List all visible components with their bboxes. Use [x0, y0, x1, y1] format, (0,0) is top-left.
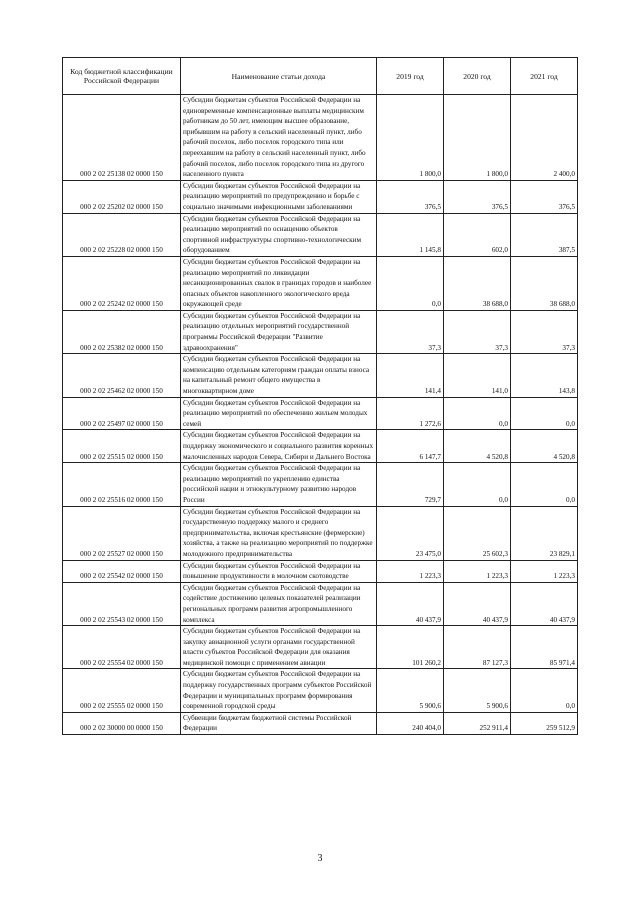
row-code: 000 2 02 25202 02 0000 150	[63, 180, 181, 213]
row-code: 000 2 02 25515 02 0000 150	[63, 430, 181, 463]
row-name: Субсидии бюджетам субъектов Российской Федерации на единовременные компенсационные выплаты медицинским работникам до 50 лет, имеющим высшее образование, прибывшим на работу в сельский населенный пункт, либо рабочий поселок, либо поселок городского типа или переехавшим на работу в сельский населенный пункт, либо рабочий поселок, либо поселок городского типа из другого населенного пункта	[181, 95, 377, 181]
row-value-2021: 376,5	[511, 180, 578, 213]
page-number: 3	[317, 853, 323, 864]
row-value-2019: 1 145,8	[377, 213, 444, 256]
row-value-2019: 1 272,6	[377, 397, 444, 430]
row-value-2021: 143,8	[511, 354, 578, 397]
table-row	[63, 354, 578, 397]
row-value-2020: 602,0	[444, 213, 511, 256]
row-value-2020: 1 223,3	[444, 560, 511, 582]
row-code: 000 2 02 25242 02 0000 150	[63, 256, 181, 310]
row-value-2021: 2 400,0	[511, 95, 578, 181]
row-value-2021: 0,0	[511, 463, 578, 506]
header-row	[63, 58, 578, 95]
row-value-2021: 0,0	[511, 397, 578, 430]
table-row	[63, 430, 578, 463]
table-row	[63, 213, 578, 256]
header-code: Код бюджетной классификации Российской Федерации	[63, 58, 181, 95]
table-row	[63, 463, 578, 506]
row-value-2020: 5 900,6	[444, 669, 511, 712]
table-row	[63, 582, 578, 625]
row-name: Субсидии бюджетам субъектов Российской Федерации на реализацию мероприятий по оснащению объектов спортивной инфраструктуры спортивно-технологическим оборудованием	[181, 213, 377, 256]
row-name: Субсидии бюджетам субъектов Российской Федерации на поддержку государственных программ субъектов Российской Федерации и муниципальных программ формирования современной городской среды	[181, 669, 377, 712]
row-name: Субсидии бюджетам субъектов Российской Федерации на повышение продуктивности в молочном скотоводстве	[181, 560, 377, 582]
row-value-2020: 376,5	[444, 180, 511, 213]
row-value-2019: 23 475,0	[377, 506, 444, 560]
row-value-2019: 1 223,3	[377, 560, 444, 582]
row-value-2021: 4 520,8	[511, 430, 578, 463]
row-value-2021: 259 512,9	[511, 712, 578, 734]
row-name: Субсидии бюджетам субъектов Российской Федерации на компенсацию отдельным категориям граждан оплаты взноса на капитальный ремонт общего имущества в многоквартирном доме	[181, 354, 377, 397]
table-row	[63, 180, 578, 213]
row-value-2021: 85 971,4	[511, 626, 578, 669]
row-value-2020: 40 437,9	[444, 582, 511, 625]
row-value-2019: 6 147,7	[377, 430, 444, 463]
table-row	[63, 626, 578, 669]
row-value-2020: 0,0	[444, 397, 511, 430]
row-code: 000 2 02 25554 02 0000 150	[63, 626, 181, 669]
row-code: 000 2 02 25543 02 0000 150	[63, 582, 181, 625]
row-name: Субсидии бюджетам субъектов Российской Федерации на реализацию мероприятий по укреплению единства российской нации и этнокультурному развитию народов России	[181, 463, 377, 506]
row-name: Субсидии бюджетам субъектов Российской Федерации на поддержку экономического и социального развития коренных малочисленных народов Севера, Сибири и Дальнего Востока	[181, 430, 377, 463]
row-value-2019: 5 900,6	[377, 669, 444, 712]
row-code: 000 2 02 25527 02 0000 150	[63, 506, 181, 560]
row-value-2021: 1 223,3	[511, 560, 578, 582]
row-value-2019: 729,7	[377, 463, 444, 506]
table-row	[63, 712, 578, 734]
row-name: Субсидии бюджетам субъектов Российской Федерации на закупку авиационной услуги органами государственной власти субъектов Российской Федерации для оказания медицинской помощи с применением авиации	[181, 626, 377, 669]
row-value-2020: 141,0	[444, 354, 511, 397]
row-code: 000 2 02 30000 00 0000 150	[63, 712, 181, 734]
row-value-2020: 252 911,4	[444, 712, 511, 734]
row-value-2021: 0,0	[511, 669, 578, 712]
row-value-2020: 25 602,3	[444, 506, 511, 560]
table-row	[63, 506, 578, 560]
row-value-2021: 40 437,9	[511, 582, 578, 625]
row-value-2020: 4 520,8	[444, 430, 511, 463]
row-value-2019: 0,0	[377, 256, 444, 310]
row-value-2021: 387,5	[511, 213, 578, 256]
header-2019: 2019 год	[377, 58, 444, 95]
header-name: Наименование статьи дохода	[181, 58, 377, 95]
row-value-2020: 1 800,0	[444, 95, 511, 181]
row-value-2021: 38 688,0	[511, 256, 578, 310]
row-value-2019: 141,4	[377, 354, 444, 397]
row-value-2020: 37,3	[444, 310, 511, 353]
row-name: Субсидии бюджетам субъектов Российской Федерации на реализацию мероприятий по предупреждению и борьбе с социально значимыми инфекционными заболеваниями	[181, 180, 377, 213]
row-name: Субсидии бюджетам субъектов Российской Федерации на государственную поддержку малого и среднего предпринимательства, включая крестьянские (фермерские) хозяйства, а также на реализацию мероприятий по поддержке молодежного предпринимательства	[181, 506, 377, 560]
table-row	[63, 669, 578, 712]
row-value-2019: 40 437,9	[377, 582, 444, 625]
row-name: Субсидии бюджетам субъектов Российской Федерации на реализацию отдельных мероприятий государственной программы Российской Федерации "Развитие здравоохранения"	[181, 310, 377, 353]
header-2021: 2021 год	[511, 58, 578, 95]
table-row	[63, 560, 578, 582]
row-code: 000 2 02 25228 02 0000 150	[63, 213, 181, 256]
table-row	[63, 95, 578, 181]
row-code: 000 2 02 25382 02 0000 150	[63, 310, 181, 353]
row-code: 000 2 02 25497 02 0000 150	[63, 397, 181, 430]
row-code: 000 2 02 25555 02 0000 150	[63, 669, 181, 712]
header-2020: 2020 год	[444, 58, 511, 95]
row-code: 000 2 02 25542 02 0000 150	[63, 560, 181, 582]
row-value-2019: 1 800,0	[377, 95, 444, 181]
row-name: Субсидии бюджетам субъектов Российской Федерации на содействие достижению целевых показателей реализации региональных программ развития агропромышленного комплекса	[181, 582, 377, 625]
row-value-2021: 37,3	[511, 310, 578, 353]
row-code: 000 2 02 25462 02 0000 150	[63, 354, 181, 397]
row-name: Субсидии бюджетам субъектов Российской Федерации на реализацию мероприятий по обеспечению жильем молодых семей	[181, 397, 377, 430]
revenue-table	[62, 57, 578, 735]
row-value-2021: 23 829,1	[511, 506, 578, 560]
row-value-2020: 87 127,3	[444, 626, 511, 669]
row-value-2019: 101 260,2	[377, 626, 444, 669]
table-row	[63, 310, 578, 353]
row-value-2019: 37,3	[377, 310, 444, 353]
row-code: 000 2 02 25138 02 0000 150	[63, 95, 181, 181]
row-code: 000 2 02 25516 02 0000 150	[63, 463, 181, 506]
table-row	[63, 256, 578, 310]
row-value-2020: 38 688,0	[444, 256, 511, 310]
row-name: Субсидии бюджетам субъектов Российской Федерации на реализацию мероприятий по ликвидации несанкционированных свалок в границах городов и наиболее опасных объектов накопленного экологического вреда окружающей среде	[181, 256, 377, 310]
row-value-2019: 240 404,0	[377, 712, 444, 734]
row-name: Субвенции бюджетам бюджетной системы Российской Федерации	[181, 712, 377, 734]
table-row	[63, 397, 578, 430]
row-value-2019: 376,5	[377, 180, 444, 213]
row-value-2020: 0,0	[444, 463, 511, 506]
